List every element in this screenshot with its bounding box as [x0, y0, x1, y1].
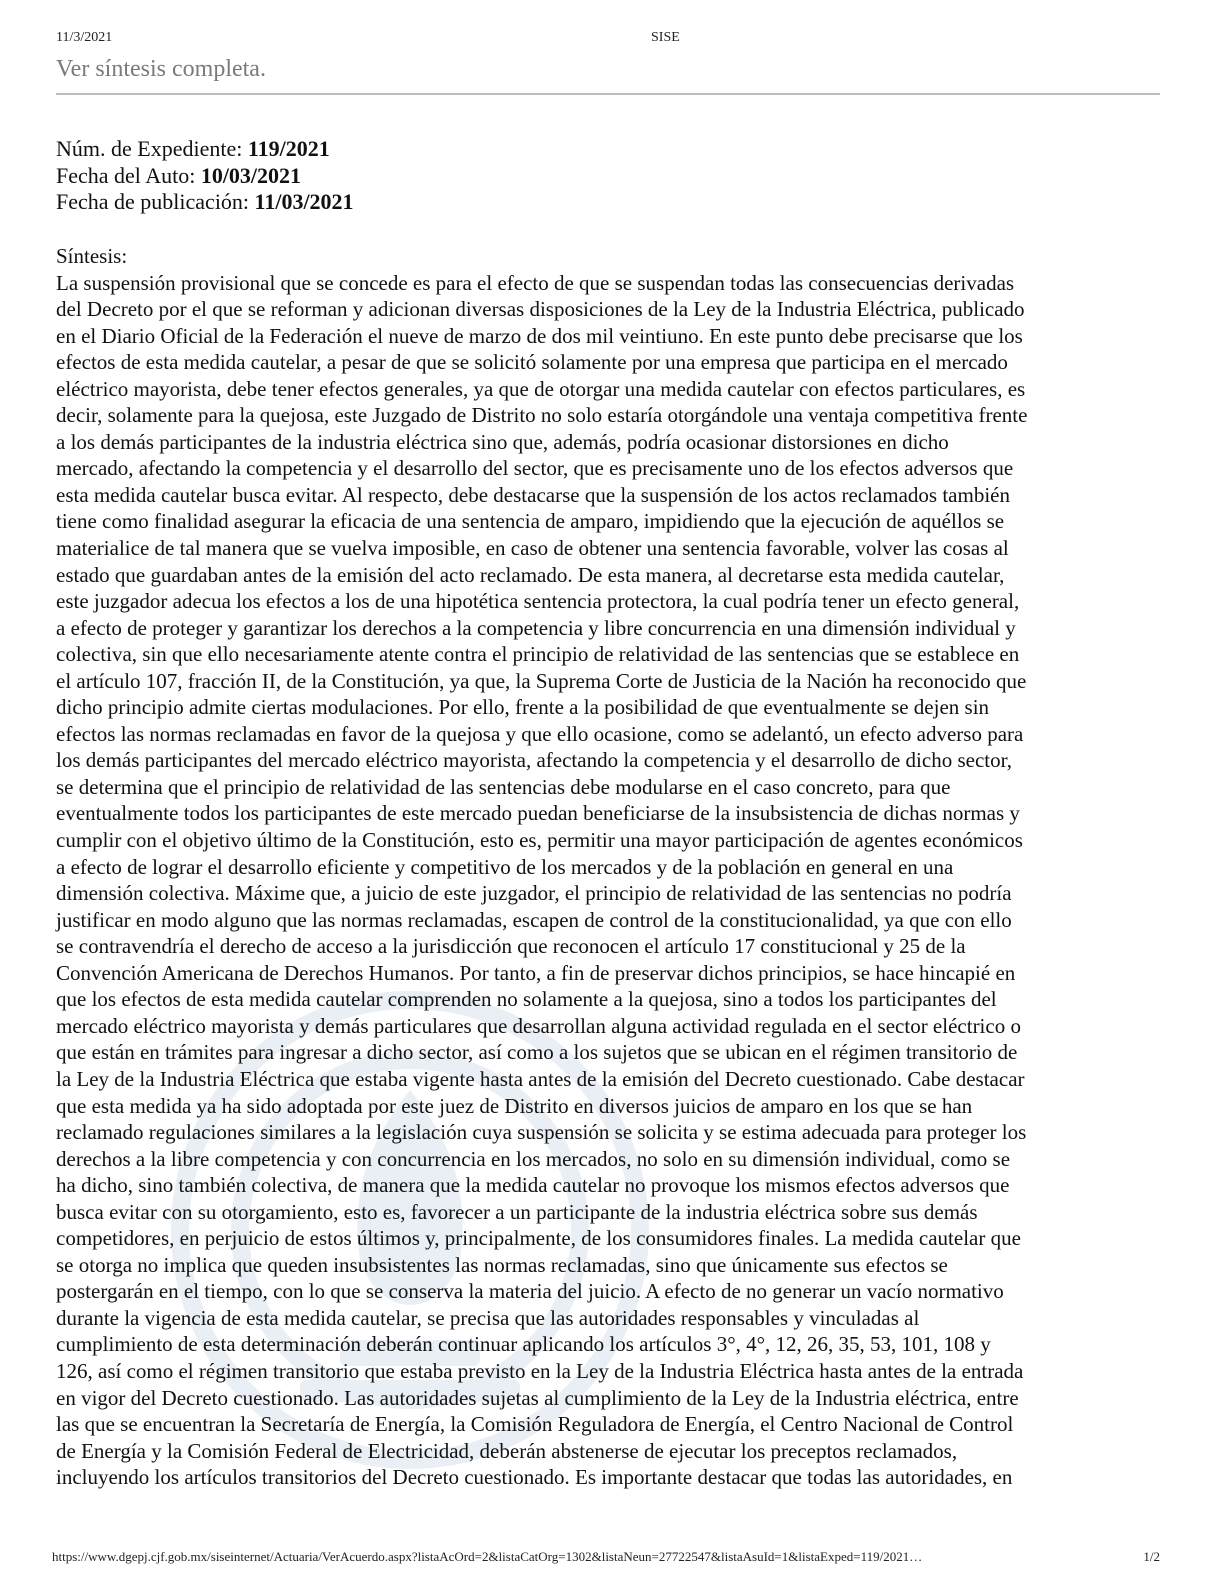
fecha-publicacion-row [56, 189, 1166, 216]
fecha-auto-row [56, 163, 1166, 190]
print-date: 11/3/2021 [56, 30, 113, 45]
fecha-publicacion-value: 11/03/2021 [254, 189, 354, 214]
synthesis-text: La suspensión provisional que se concede es para el efecto de que se suspendan todas las consecuencias derivadas del Decreto por el que se reforman y adicionan diversas disposiciones de la Ley de la Industria Eléctrica, publicado en el Diario Oficial de la Federación el nueve de marzo de dos mil veintiuno. En este punto debe precisarse que los efectos de esta medida cautelar, a pesar de que se solicitó solamente por una empresa que participa en el mercado eléctrico mayorista, debe tener efectos generales, ya que de otorgar una medida cautelar con efectos particulares, es decir, solamente para la quejosa, este Juzgado de Distrito no solo estaría otorgándole una ventaja competitiva frente a los demás participantes de la industria eléctrica sino que, además, podría ocasionar distorsiones en dicho mercado, afectando la competencia y el desarrollo del sector, que es precisamente uno de los efectos adversos que esta medida cautelar busca evitar. Al respecto, debe destacarse que la suspensión de los actos reclamados también tiene como finalidad asegurar la eficacia de una sentencia de amparo, impidiendo que la ejecución de aquéllos se materialice de tal manera que se vuelva imposible, en caso de obtener una sentencia favorable, volver las cosas al estado que guardaban antes de la emisión del acto reclamado. De esta manera, al decretarse esta medida cautelar, este juzgador adecua los efectos a los de una hipotética sentencia protectora, la cual podría tener un efecto general, a efecto de proteger y garantizar los derechos a la competencia y libre concurrencia en una dimensión individual y colectiva, sin que ello necesariamente atente contra el principio de relatividad de las sentencias que se establece en el artículo 107, fracción II, de la Constitución, ya que, la Suprema Corte de Justicia de la Nación ha reconocido que dicho principio admite ciertas modulaciones. Por ello, frente a la posibilidad de que eventualmente se dejen sin efectos las normas reclamadas en favor de la quejosa y que ello ocasione, como se adelantó, un efecto adverso para los demás participantes del mercado eléctrico mayorista, afectando la competencia y el desarrollo de dicho sector, se determina que el principio de relatividad de las sentencias debe modularse en el caso concreto, para que eventualmente todos los participantes de este mercado puedan beneficiarse de la insubsistencia de dichas normas y cumplir con el objetivo último de la Constitución, esto es, permitir una mayor participación de agentes económicos a efecto de lograr el desarrollo eficiente y competitivo de los mercados y de la población en general en una dimensión colectiva. Máxime que, a juicio de este juzgador, el principio de relatividad de las sentencias no podría justificar en modo alguno que las normas reclamadas, escapen de control de la constitucionalidad, ya que con ello se contravendría el derecho de acceso a la jurisdicción que reconocen el artículo 17 constitucional y 25 de la Convención Americana de Derechos Humanos. Por tanto, a fin de preservar dichos principios, se hace hincapié en que los efectos de esta medida cautelar comprenden no solamente a la quejosa, sino a todos los participantes del mercado eléctrico mayorista y demás particulares que desarrollan alguna actividad regulada en el sector eléctrico o que están en trámites para ingresar a dicho sector, así como a los sujetos que se ubican en el régimen transitorio de la Ley de la Industria Eléctrica que estaba vigente hasta antes de la emisión del Decreto cuestionado. Cabe destacar que esta medida ya ha sido adoptada por este juez de Distrito en diversos juicios de amparo en los que se han reclamado regulaciones similares a la legislación cuya suspensión se solicita y se estima adecuada para proteger los derechos a la libre competencia y con concurrencia en los mercados, no solo en su dimensión individual, como se ha dicho, sino también colectiva, de manera que la medida cautelar no provoque los mismos efectos adversos que busca evitar con su otorgamiento, esto es, favorecer a un participante de la industria eléctrica sobre sus demás competidores, en perjuicio de estos últimos y, principalmente, de los consumidores finales. La medida cautelar que se otorga no implica que queden insubsistentes las normas reclamadas, sino que únicamente sus efectos se postergarán en el tiempo, con lo que se conserva la materia del juicio. A efecto de no generar un vacío normativo durante la vigencia de esta medida cautelar, se precisa que las autoridades responsables y vinculadas al cumplimiento de esta determinación deberán continuar aplicando los artículos 3°, 4°, 12, 26, 35, 53, 101, 108 y 126, así como el régimen transitorio que estaba previsto en la Ley de la Industria Eléctrica hasta antes de la entrada en vigor del Decreto cuestionado. Las autoridades sujetas al cumplimiento de la Ley de la Industria eléctrica, entre las que se encuentran la Secretaría de Energía, la Comisión Reguladora de Energía, el Centro Nacional de Control de Energía y la Comisión Federal de Electricidad, deberán abstenerse de ejecutar los preceptos reclamados, incluyendo los artículos transitorios del Decreto cuestionado. Es importante destacar que todas las autoridades, en [56, 270, 1028, 1490]
view-full-synthesis-link[interactable] [56, 56, 1160, 83]
expediente-row [56, 136, 1166, 163]
header-divider [56, 93, 1160, 95]
print-footer-url: https://www.dgepj.cjf.gob.mx/siseinternet/Actuaria/VerAcuerdo.aspx?listaAcOrd=2&listaCatOrg=1302&listaNeun=27722547&listaAsuId=1&listaExped=119/2021… [52, 1549, 923, 1564]
print-header [56, 30, 1160, 50]
expediente-value: 119/2021 [247, 136, 330, 161]
print-title: SISE [651, 30, 680, 45]
page-number: 1/2 [1143, 1549, 1160, 1564]
view-full-synthesis-label[interactable]: Ver síntesis completa. [56, 56, 266, 82]
expediente-label: Núm. de Expediente: [56, 136, 243, 161]
record-metadata [56, 136, 1166, 216]
fecha-auto-value: 10/03/2021 [200, 162, 302, 188]
fecha-publicacion-label: Fecha de publicación: [56, 189, 250, 214]
synthesis-label: Síntesis: [56, 244, 128, 268]
synthesis-section [56, 243, 1160, 1491]
fecha-auto-label: Fecha del Auto: [56, 162, 196, 188]
